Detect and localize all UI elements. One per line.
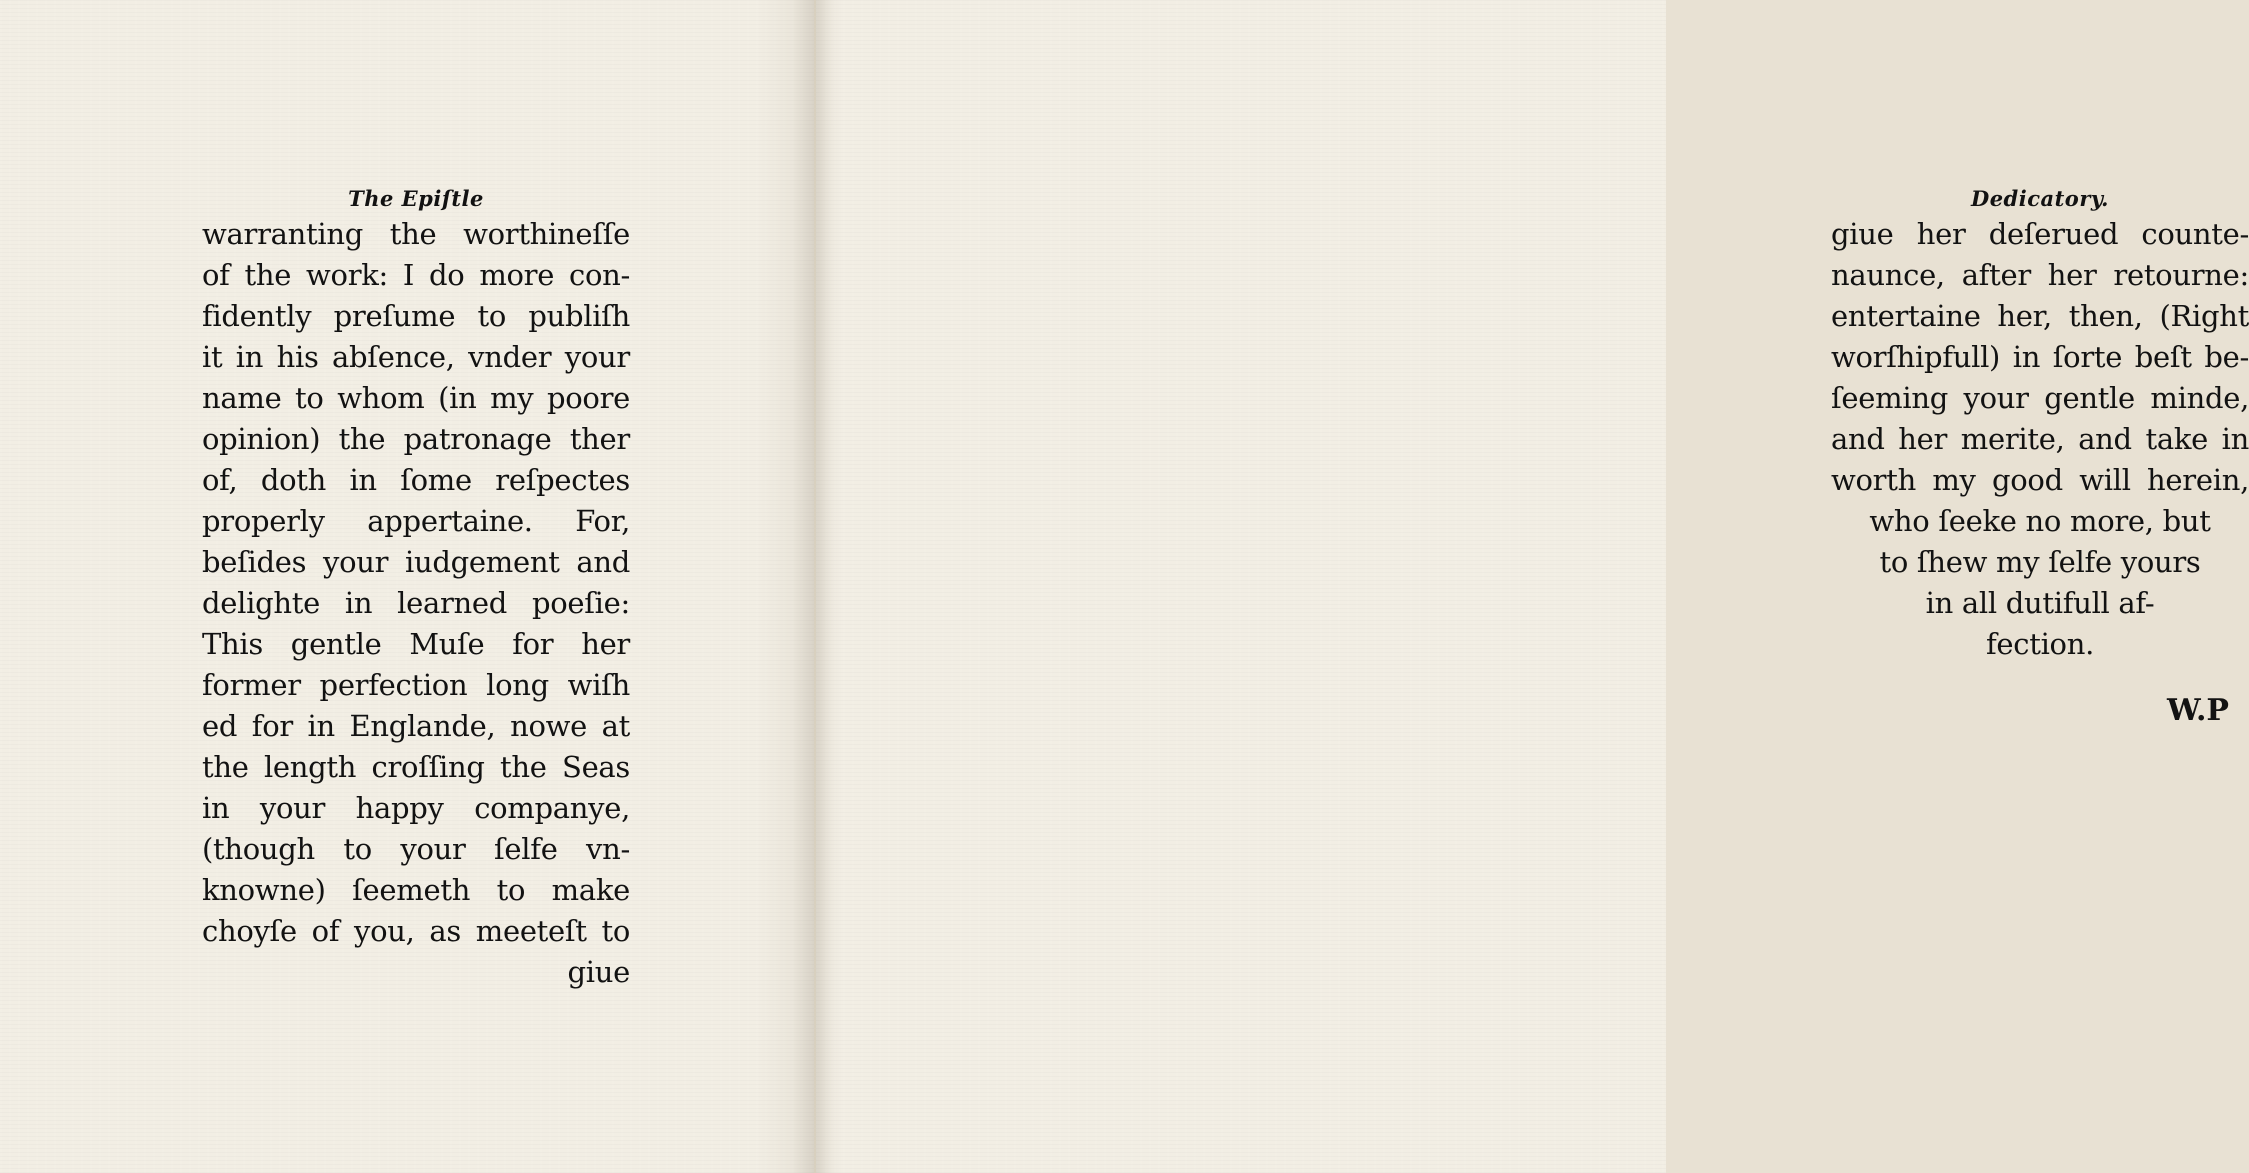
closing-line: who ſeeke no more, but — [1869, 504, 2211, 538]
left-running-head: The Epiſtle — [348, 186, 484, 211]
right-running-head: Dedicatory. — [1970, 186, 2109, 211]
text-line: of, doth in ſome reſpectes — [202, 463, 630, 497]
text-line: properly appertaine. For, — [202, 504, 630, 538]
left-text-block — [202, 184, 630, 993]
text-line: delighte in learned poeſie: — [202, 586, 630, 620]
text-line: and her merite, and take in — [1831, 422, 2249, 456]
catchword: giue — [567, 955, 630, 989]
text-line: ed for in Englande, nowe at — [202, 709, 630, 743]
closing-line: in all dutifull af- — [1925, 586, 2155, 620]
text-line: This gentle Muſe for her — [202, 627, 630, 661]
left-page — [0, 0, 816, 1173]
signature-initials: W.P — [2166, 693, 2229, 728]
closing-line: to ſhew my ſelfe yours — [1879, 545, 2201, 579]
right-page — [816, 0, 2249, 1173]
text-line: opinion) the patronage ther — [202, 422, 630, 456]
text-line: warranting the worthineſſe — [202, 217, 630, 251]
text-line: fidently preſume to publiſh — [202, 299, 630, 333]
gutter-shadow — [756, 0, 816, 1173]
text-line: knowne) ſeemeth to make — [202, 873, 630, 907]
text-line: of the work: I do more con- — [202, 258, 630, 292]
text-line: (though to your ſelfe vn- — [202, 832, 630, 866]
text-line: it in his abſence, vnder your — [202, 340, 630, 374]
text-line: former perfection long wiſh — [202, 668, 630, 702]
text-line: in your happy companye, — [202, 791, 630, 825]
gutter-shadow — [816, 0, 842, 1173]
closing-line: fection. — [1985, 627, 2095, 661]
text-line: naunce, after her retourne: — [1831, 258, 2249, 292]
text-line: beſides your iudgement and — [202, 545, 630, 579]
text-line: the length croſſing the Seas — [202, 750, 630, 784]
text-line: ſeeming your gentle minde, — [1831, 381, 2249, 415]
text-line: entertaine her, then, (Right — [1831, 299, 2249, 333]
text-line: name to whom (in my poore — [202, 381, 630, 415]
right-text-block — [1831, 184, 2249, 731]
text-line: choyſe of you, as meeteſt to — [202, 914, 630, 948]
text-line: worth my good will herein, — [1831, 463, 2249, 497]
text-line: worſhipfull) in ſorte beſt be- — [1831, 340, 2249, 374]
text-line: giue her deſerued counte- — [1831, 217, 2249, 251]
